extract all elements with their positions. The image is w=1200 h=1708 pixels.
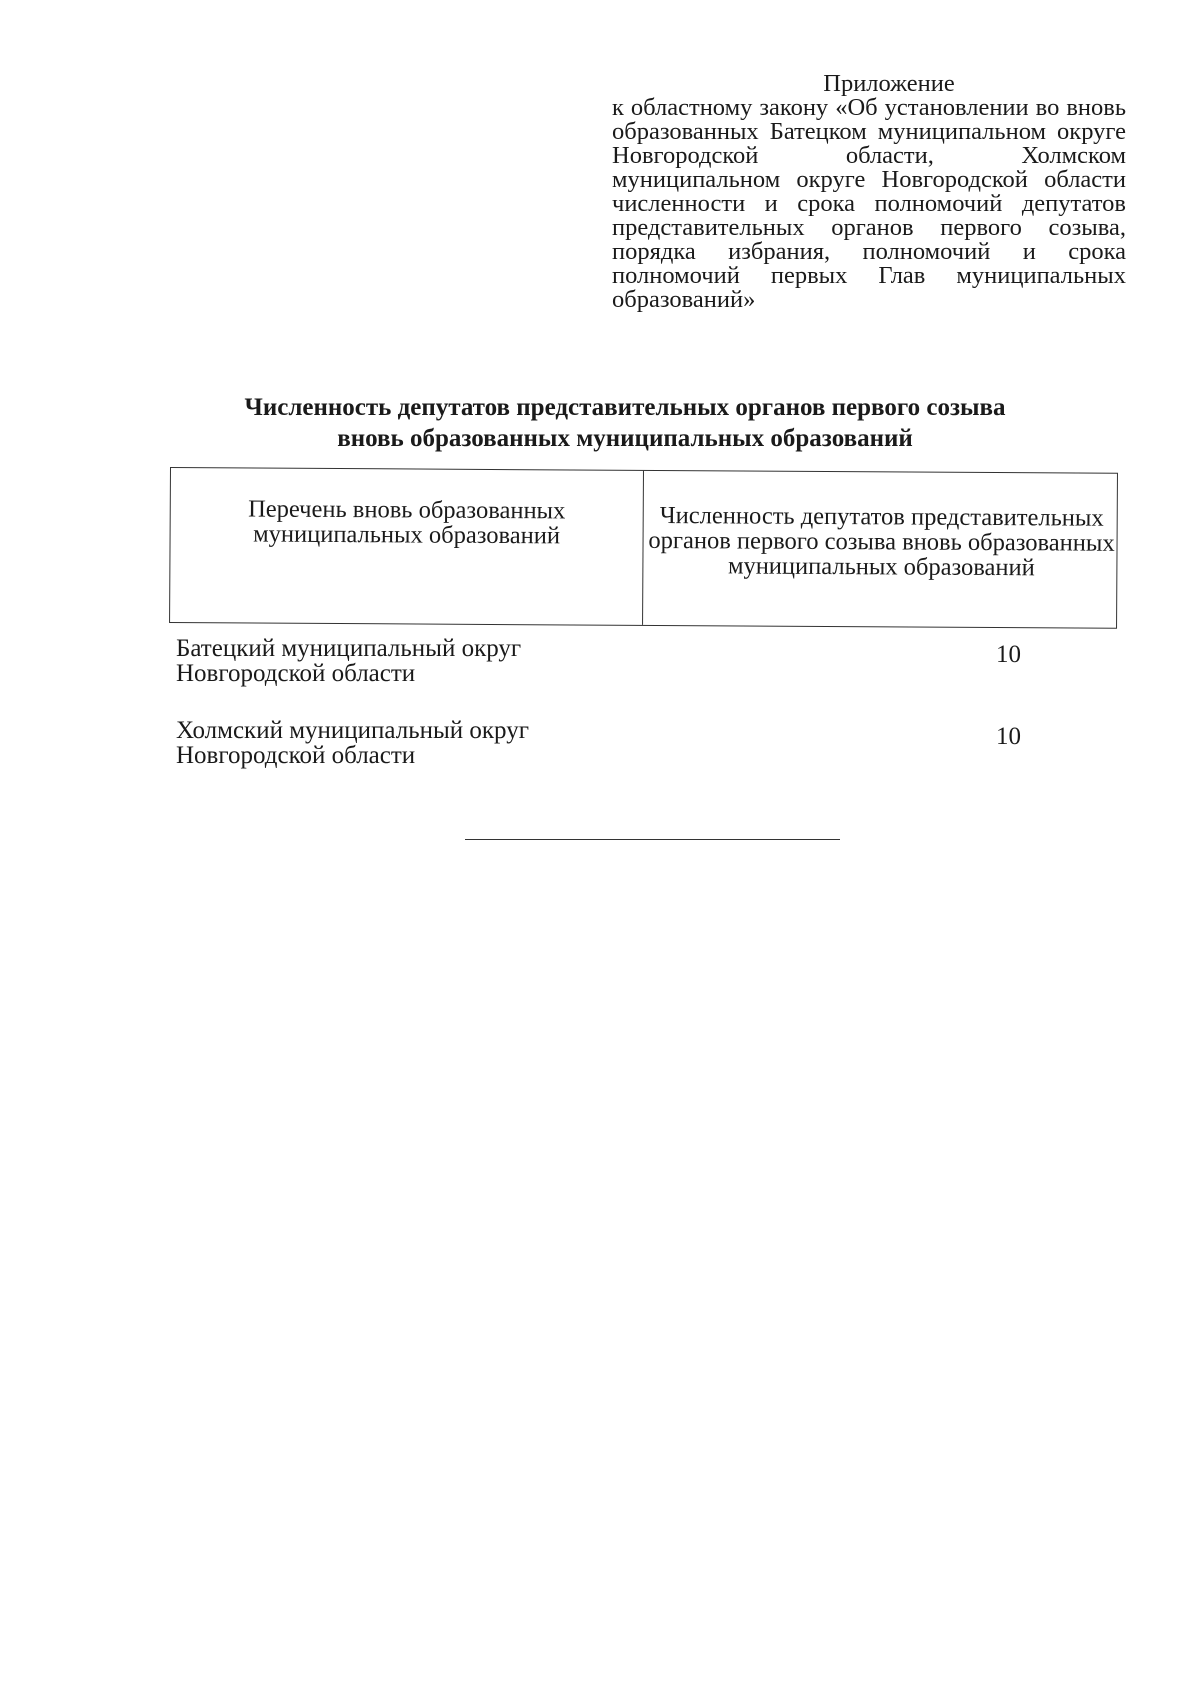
appendix-block [612,72,1126,312]
appendix-text: к областному закону «Об установлении во вновь образованных Батецком муниципальном округе Новгородской области, Холмском муниципальном округе Новгородской области численности и срока полномочий депутатов представительных органов первого созыва, порядка избрания, полномочий и срока полномочий первых Глав муниципальных образований» [612,94,1126,313]
row-deputies-count: 10 [996,723,1021,750]
row-deputies-count: 10 [996,641,1021,668]
table-row [176,718,1116,778]
table-row [176,636,1116,696]
row-municipality-name: Холмский муниципальный округ Новгородской области [176,717,529,769]
document-title-line-2: вновь образованных муниципальных образований [337,425,913,452]
column-header-municipalities: Перечень вновь образованных муниципальных образований [248,495,566,550]
row-municipality-name: Батецкий муниципальный округ Новгородской области [176,635,522,687]
end-of-document-rule [465,839,840,840]
column-header-deputies-count: Численность депутатов представительных органов первого созыва вновь образованных муниципальных образований [648,501,1115,582]
document-title-line-1: Численность депутатов представительных органов первого созыва [244,394,1006,421]
document-title [160,392,1090,454]
table-header [169,467,1118,629]
appendix-heading: Приложение [823,70,955,97]
